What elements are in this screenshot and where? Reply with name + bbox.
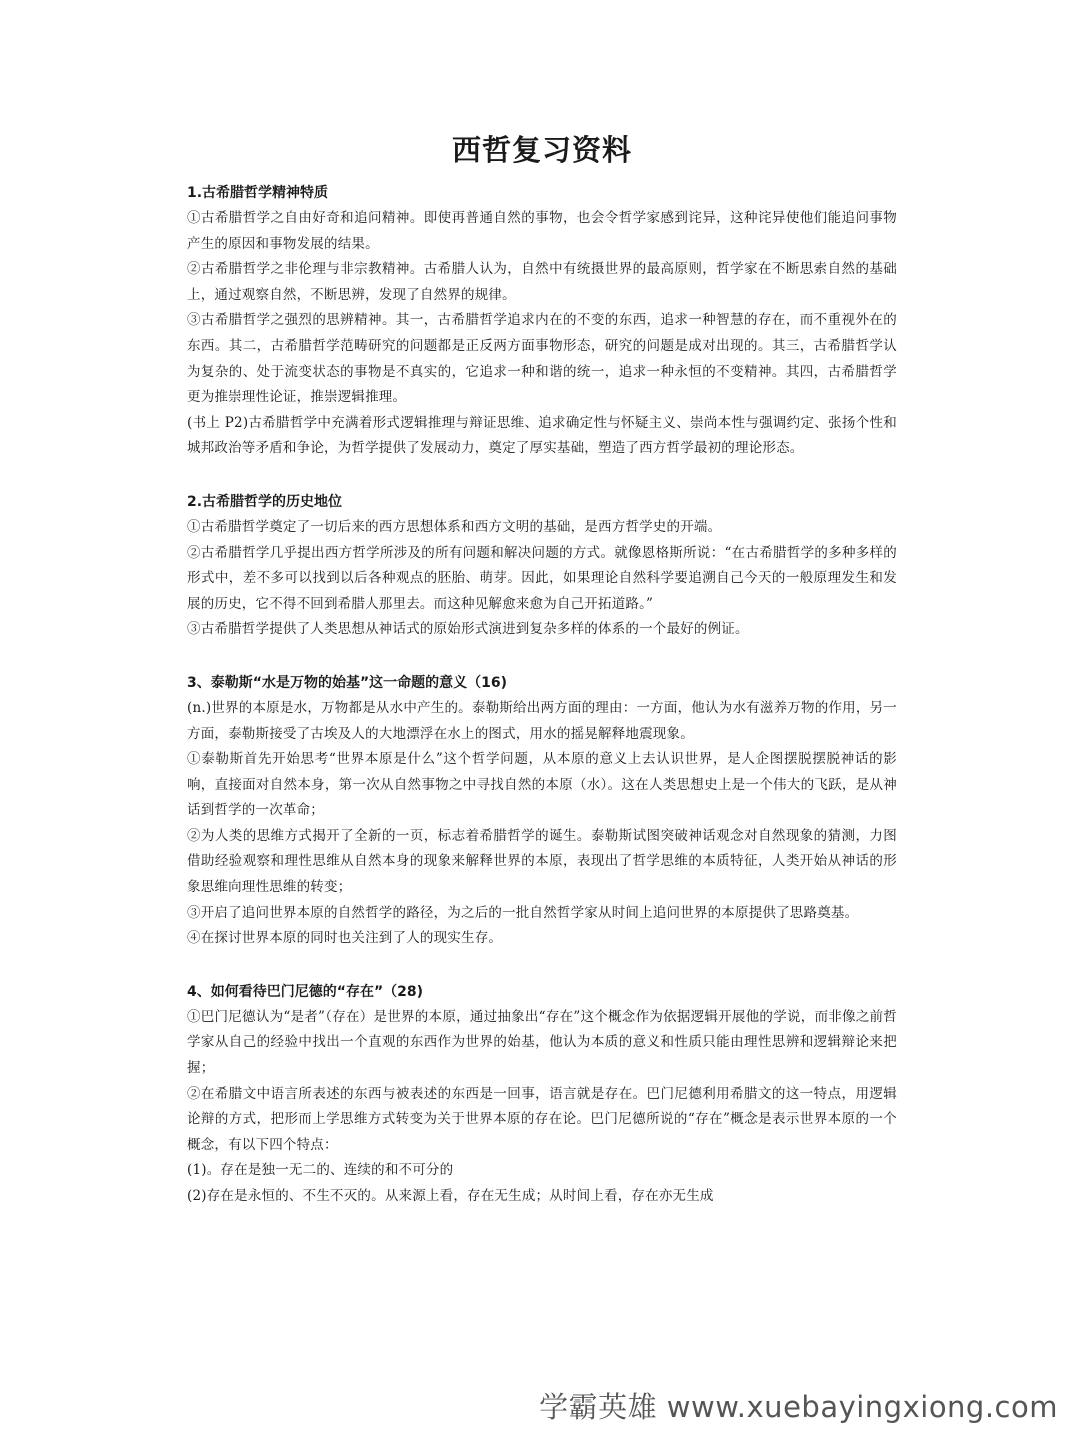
paragraph: ②为人类的思维方式揭开了全新的一页，标志着希腊哲学的诞生。泰勒斯试图突破神话观念对自然现象的猜测，力图借助经验观察和理性思维从自然本身的现象来解释世界的本原，表现出了哲学思维的本质特征，人类开始从神话的形象思维向理性思维的转变； <box>187 827 897 896</box>
document-page <box>187 130 897 1237</box>
watermark-footer: 学霸英雄 www.xuebayingxiong.com <box>539 1390 1058 1424</box>
paragraph: ①古希腊哲学之自由好奇和追问精神。即使再普通自然的事物，也会令哲学家感到诧异，这种诧异使他们能追问事物产生的原因和事物发展的结果。 <box>187 210 897 252</box>
section-2 <box>187 489 897 643</box>
paragraph: ③古希腊哲学提供了人类思想从神话式的原始形式演进到复杂多样的体系的一个最好的例证。 <box>187 621 749 638</box>
section-4 <box>187 979 897 1210</box>
page-title: 西哲复习资料 <box>451 133 632 167</box>
paragraph: ④在探讨世界本原的同时也关注到了人的现实生存。 <box>187 930 503 947</box>
paragraph: (书上 P2)古希腊哲学中充满着形式逻辑推理与辩证思维、追求确定性与怀疑主义、崇尚本性与强调约定、张扬个性和城邦政治等矛盾和争论，为哲学提供了发展动力，奠定了厚实基础，塑造了西方哲学最初的理论形态。 <box>187 414 897 457</box>
paragraph: ②古希腊哲学几乎提出西方哲学所涉及的所有问题和解决问题的方式。就像恩格斯所说：“在古希腊哲学的多种多样的形式中，差不多可以找到以后各种观点的胚胎、萌芽。因此，如果理论自然科学要追溯自己今天的一般原理发生和发展的历史，它不得不回到希腊人那里去。而这种见解愈来愈为自己开拓道路。” <box>187 544 897 612</box>
paragraph: (2)存在是永恒的、不生不灭的。从来源上看，存在无生成；从时间上看，存在亦无生成 <box>187 1188 714 1204</box>
paragraph: ③开启了追问世界本原的自然哲学的路径，为之后的一批自然哲学家从时间上追问世界的本原提供了思路奠基。 <box>187 904 859 921</box>
paragraph: ①泰勒斯首先开始思考“世界本原是什么”这个哲学问题，从本原的意义上去认识世界，是人企图摆脱摆脱神话的影响，直接面对自然本身，第一次从自然事物之中寻找自然的本原（水）。这在人类思想史上是一个伟大的飞跃，是从神话到哲学的一次革命； <box>187 751 897 819</box>
section-1 <box>187 180 897 462</box>
paragraph: (1)。存在是独一无二的、连续的和不可分的 <box>187 1162 454 1179</box>
section-3 <box>187 670 897 952</box>
paragraph: ②古希腊哲学之非伦理与非宗教精神。古希腊人认为，自然中有统摄世界的最高原则，哲学家在不断思索自然的基础上，通过观察自然，不断思辨，发现了自然界的规律。 <box>187 261 897 303</box>
section-heading: 2.古希腊哲学的历史地位 <box>187 493 343 510</box>
paragraph: ③古希腊哲学之强烈的思辨精神。其一，古希腊哲学追求内在的不变的东西，追求一种智慧的存在，而不重视外在的东西。其二，古希腊哲学范畴研究的问题都是正反两方面事物形态，研究的问题是成对出现的。其三，古希腊哲学认为复杂的、处于流变状态的事物是不真实的，它追求一种和谐的统一，追求一种永恒的不变精神。其四，古希腊哲学更为推崇理性论证，推崇逻辑推理。 <box>187 312 897 406</box>
section-heading: 1.古希腊哲学精神特质 <box>187 185 329 201</box>
paragraph: ①古希腊哲学奠定了一切后来的西方思想体系和西方文明的基础，是西方哲学史的开端。 <box>187 518 722 535</box>
paragraph: ②在希腊文中语言所表述的东西与被表述的东西是一回事，语言就是存在。巴门尼德利用希腊文的这一特点，用逻辑论辩的方式，把形而上学思维方式转变为关于世界本原的存在论。巴门尼德所说的“存在”概念是表示世界本原的一个概念，有以下四个特点： <box>187 1085 897 1153</box>
paragraph: (n.)世界的本原是水，万物都是从水中产生的。泰勒斯给出两方面的理由：一方面，他认为水有滋养万物的作用，另一方面，泰勒斯接受了古埃及人的大地漂浮在水上的图式，用水的摇晃解释地震现象。 <box>187 699 897 742</box>
paragraph: ①巴门尼德认为“是者”（存在）是世界的本原，通过抽象出“存在”这个概念作为依据逻辑开展他的学说，而非像之前哲学家从自己的经验中找出一个直观的东西作为世界的始基，他认为本质的意义和性质只能由理性思辨和逻辑辩论来把握； <box>187 1008 897 1077</box>
section-heading: 4、如何看待巴门尼德的“存在”（28) <box>187 983 424 1000</box>
section-heading: 3、泰勒斯“水是万物的始基”这一命题的意义（16) <box>187 674 508 691</box>
